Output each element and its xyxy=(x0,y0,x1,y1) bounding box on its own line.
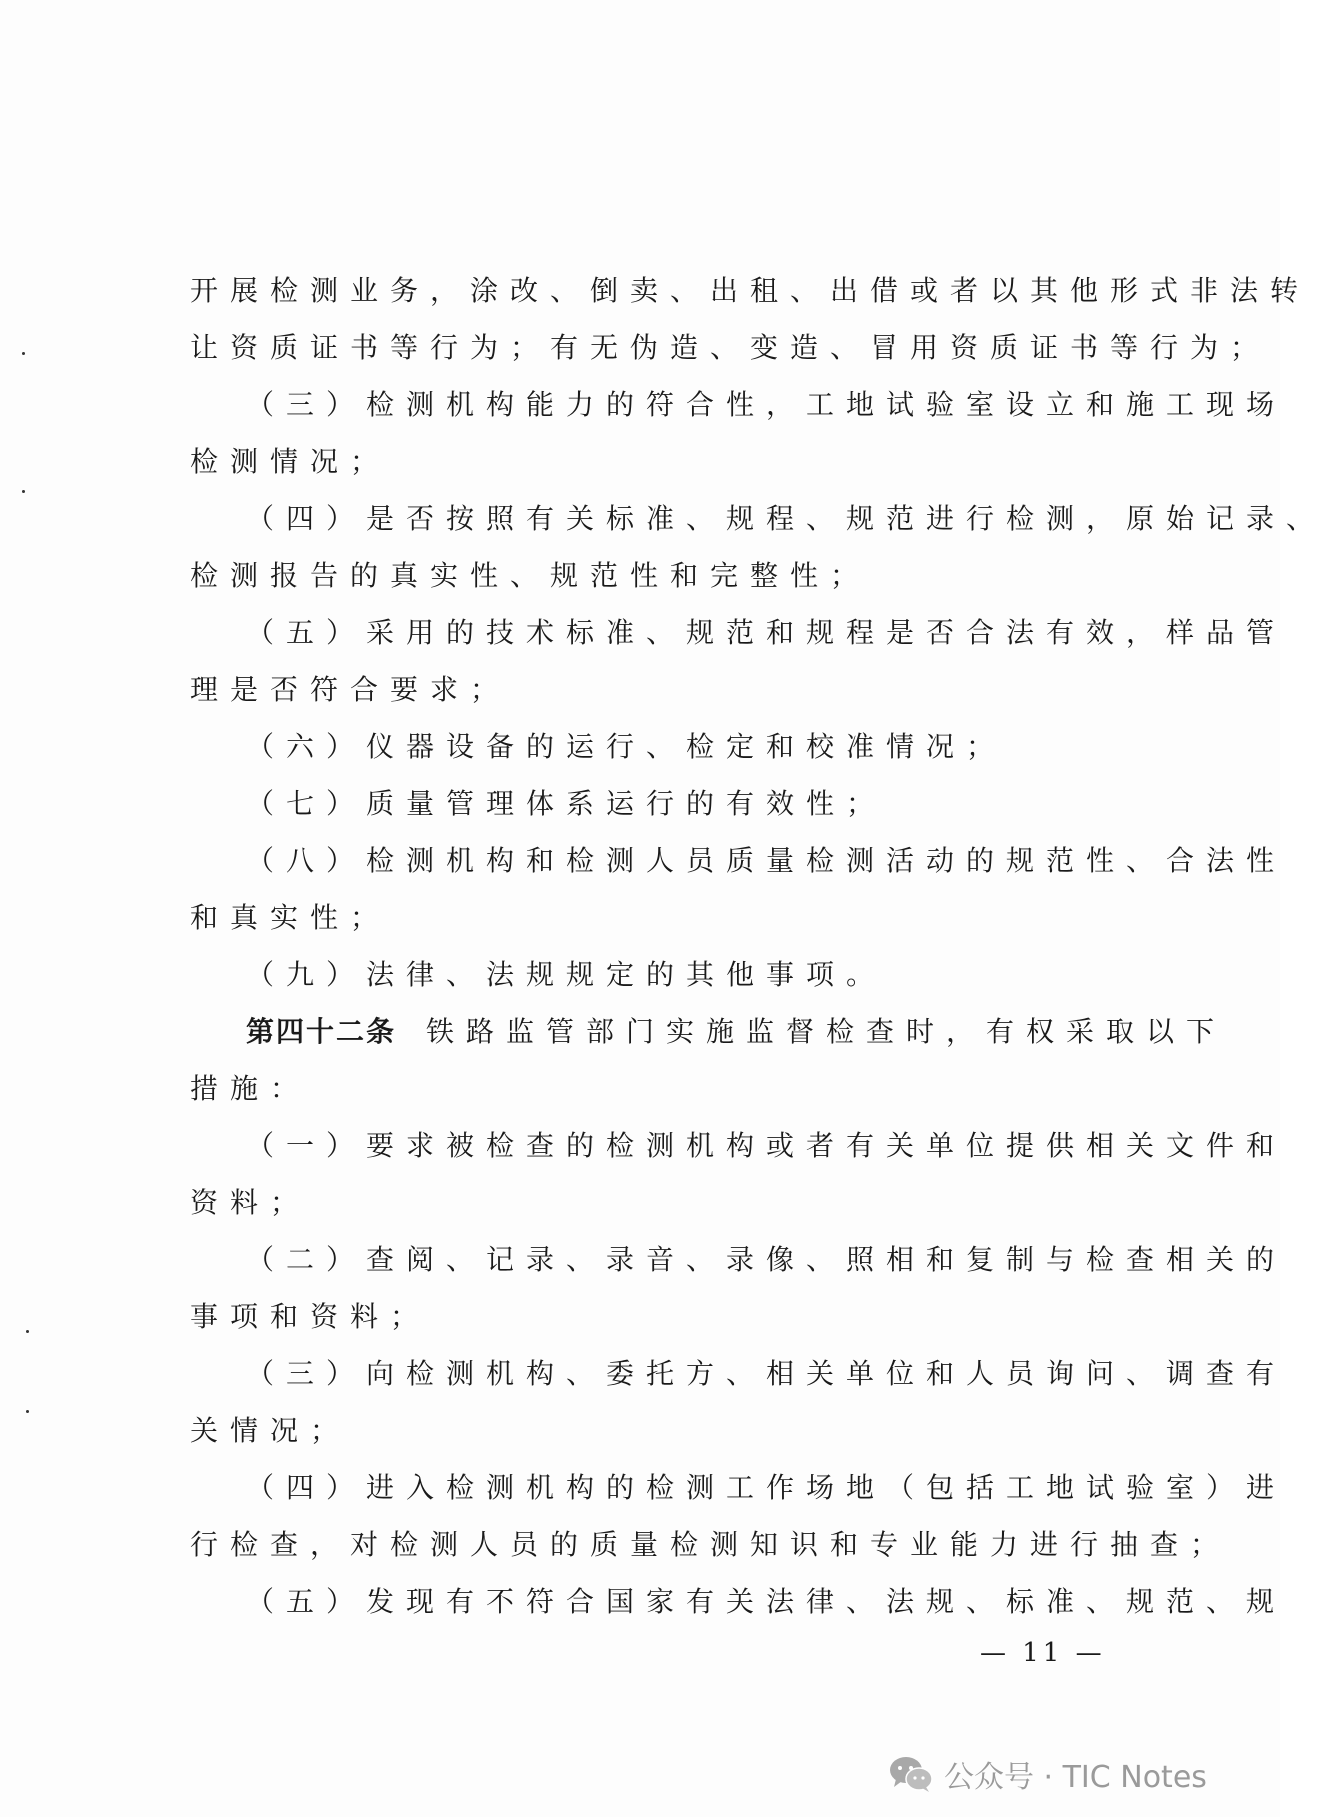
text-line: 检测情况； xyxy=(190,445,391,478)
text-line: （五）发现有不符合国家有关法律、法规、标准、规范、规 xyxy=(246,1585,1287,1618)
article-heading: 第四十二条 xyxy=(246,1015,397,1048)
article-line xyxy=(190,1003,1227,1060)
watermark-text: 公众号 · TIC Notes xyxy=(944,1760,1207,1795)
margin-mark xyxy=(26,1330,29,1333)
text-line: （三）检测机构能力的符合性，工地试验室设立和施工现场 xyxy=(246,388,1287,421)
text-line: （五）采用的技术标准、规范和规程是否合法有效，样品管 xyxy=(246,616,1287,649)
article-text: 铁路监管部门实施监督检查时，有权采取以下 xyxy=(426,1015,1227,1048)
text-line: 让资质证书等行为；有无伪造、变造、冒用资质证书等行为； xyxy=(190,331,1271,364)
text-line: （四）是否按照有关标准、规程、规范进行检测，原始记录、 xyxy=(246,502,1326,535)
text-line: （四）进入检测机构的检测工作场地（包括工地试验室）进 xyxy=(246,1471,1287,1504)
text-line: （六）仪器设备的运行、检定和校准情况； xyxy=(246,730,1007,763)
text-line: 开展检测业务，涂改、倒卖、出租、出借或者以其他形式非法转 xyxy=(190,274,1311,307)
text-line: 措施： xyxy=(190,1072,311,1105)
margin-mark xyxy=(22,490,25,493)
text-line: 和真实性； xyxy=(190,901,391,934)
text-line: 理是否符合要求； xyxy=(190,673,511,706)
watermark xyxy=(888,1752,1207,1796)
text-line: 关情况； xyxy=(190,1414,351,1447)
text-line: （三）向检测机构、委托方、相关单位和人员询问、调查有 xyxy=(246,1357,1287,1390)
text-line: （九）法律、法规规定的其他事项。 xyxy=(246,958,887,991)
text-line: （二）查阅、记录、录音、录像、照相和复制与检查相关的 xyxy=(246,1243,1287,1276)
text-line: （七）质量管理体系运行的有效性； xyxy=(246,787,887,820)
margin-mark xyxy=(26,1410,29,1413)
wechat-icon xyxy=(888,1755,934,1793)
text-line: 事项和资料； xyxy=(190,1300,431,1333)
text-line: （八）检测机构和检测人员质量检测活动的规范性、合法性 xyxy=(246,844,1287,877)
margin-mark xyxy=(22,352,25,355)
document-body xyxy=(190,262,1326,1630)
text-line: 检测报告的真实性、规范性和完整性； xyxy=(190,559,871,592)
text-line: 行检查，对检测人员的质量检测知识和专业能力进行抽查； xyxy=(190,1528,1231,1561)
page-number: — 11 — xyxy=(980,1638,1106,1668)
text-line: （一）要求被检查的检测机构或者有关单位提供相关文件和 xyxy=(246,1129,1287,1162)
text-line: 资料； xyxy=(190,1186,311,1219)
